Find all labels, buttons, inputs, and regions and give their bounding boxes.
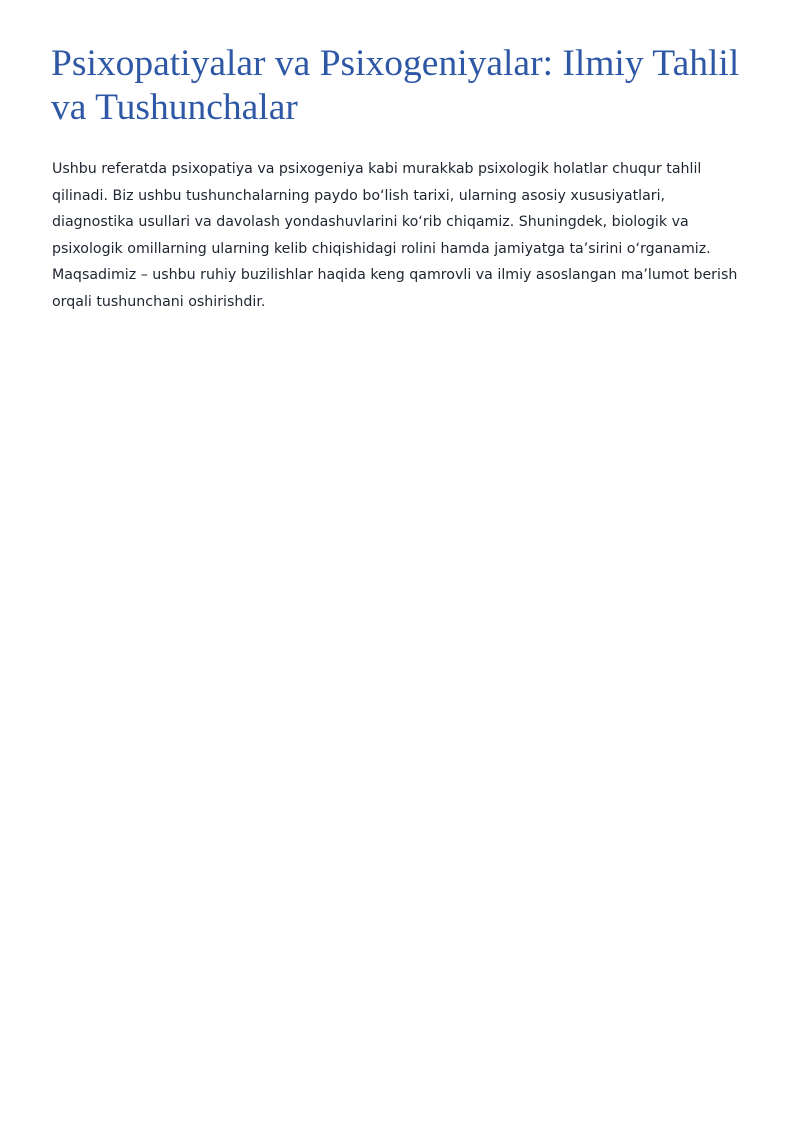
intro-paragraph: Ushbu referatda psixopatiya va psixogeniya kabi murakkab psixologik holatlar chuqur tahlil qilinadi. Biz ushbu tushunchalarning paydo bo‘lish tarixi, ularning asosiy xususiyatlari, diagnostika usullari va davolash yondashuvlarini ko‘rib chiqamiz. Shuningdek, biologik va psixologik omillarning ularning kelib chiqishidagi rolini hamda jamiyatga ta’sirini o‘rganamiz. Maqsadimiz – ushbu ruhiy buzilishlar haqida keng qamrovli va ilmiy asoslangan ma’lumot berish orqali tushunchani oshirishdir. [52, 161, 738, 310]
document-title: Psixopatiyalar va Psixogeniyalar: Ilmiy Tahlil va Tushunchalar [51, 43, 740, 128]
